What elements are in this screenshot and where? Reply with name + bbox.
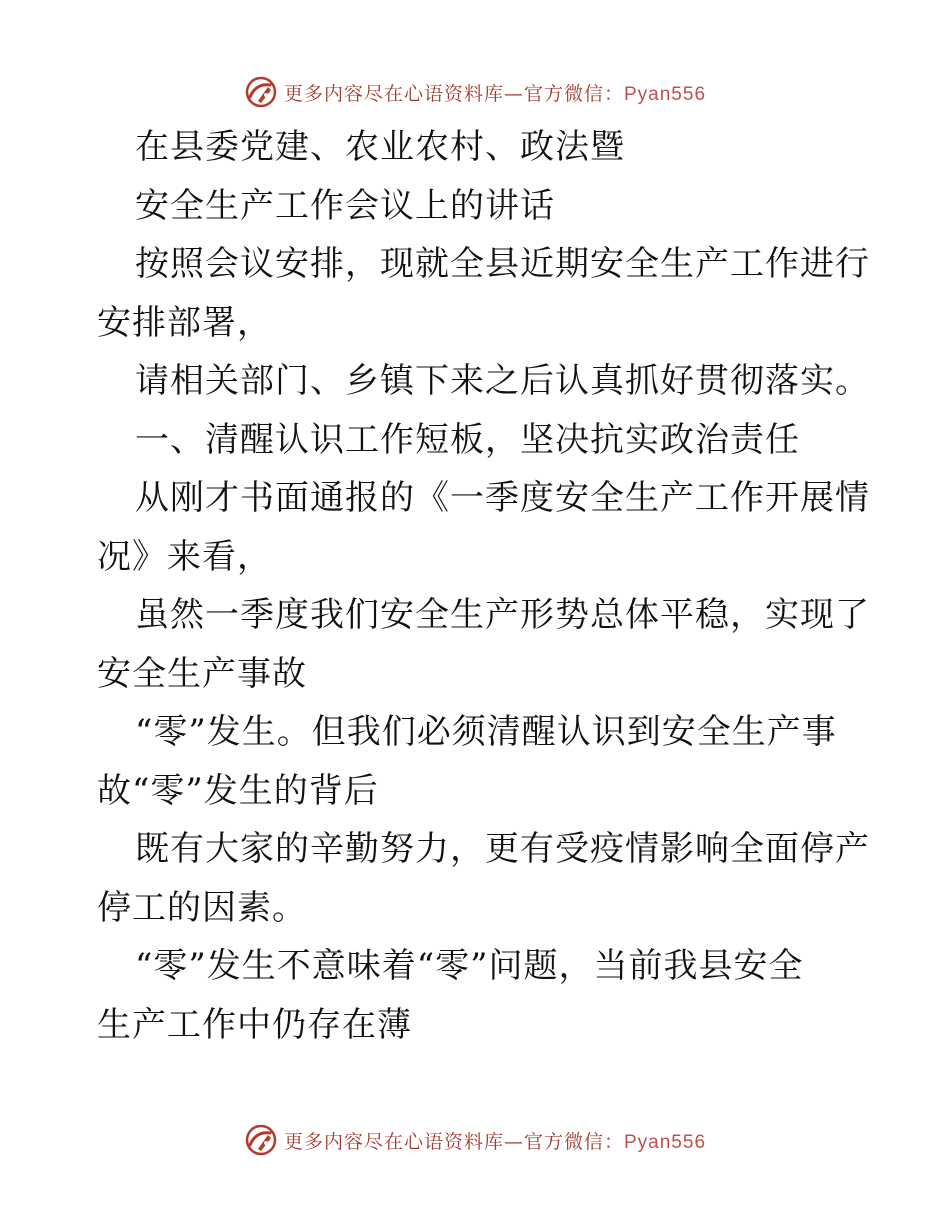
paragraph-line: 从刚才书面通报的《一季度安全生产工作开展情: [135, 478, 870, 518]
header-banner-text: 更多内容尽在心语资料库—官方微信：Pyan556: [283, 82, 707, 105]
paragraph-line: 停工的因素。: [97, 887, 307, 928]
paragraph-line: 安排部署，: [97, 302, 272, 343]
title-line-1: 在县委党建、农业农村、政法暨: [135, 127, 625, 167]
paragraph-line: “零”发生不意味着“零”问题，当前我县安全: [135, 946, 804, 986]
paragraph-line: 请相关部门、乡镇下来之后认真抓好贯彻落实。: [135, 361, 870, 401]
paragraph-line: 故“零”发生的背后: [97, 770, 379, 811]
paragraph-line: 况》来看，: [97, 536, 272, 577]
header-banner: [0, 72, 950, 112]
paragraph-line: 安全生产事故: [97, 653, 307, 694]
section-heading: 一、清醒认识工作短板，坚决抗实政治责任: [135, 419, 800, 460]
pen-logo-icon: [244, 1123, 278, 1157]
paragraph-line: 按照会议安排，现就全县近期安全生产工作进行: [135, 244, 870, 284]
footer-banner-text: 更多内容尽在心语资料库—官方微信：Pyan556: [283, 1130, 707, 1153]
footer-wechat-handle: Pyan556: [624, 1131, 707, 1153]
footer-banner: [0, 1120, 950, 1160]
paragraph-line: 生产工作中仍存在薄: [97, 1004, 412, 1045]
document-body: [97, 118, 870, 1054]
paragraph-line: 既有大家的辛勤努力，更有受疫情影响全面停产: [135, 829, 870, 869]
pen-logo-icon: [244, 75, 278, 109]
paragraph-line: “零”发生。但我们必须清醒认识到安全生产事: [135, 712, 837, 752]
paragraph-line: 虽然一季度我们安全生产形势总体平稳，实现了: [135, 595, 870, 635]
title-line-2: 安全生产工作会议上的讲话: [135, 185, 555, 226]
header-wechat-handle: Pyan556: [624, 83, 707, 105]
